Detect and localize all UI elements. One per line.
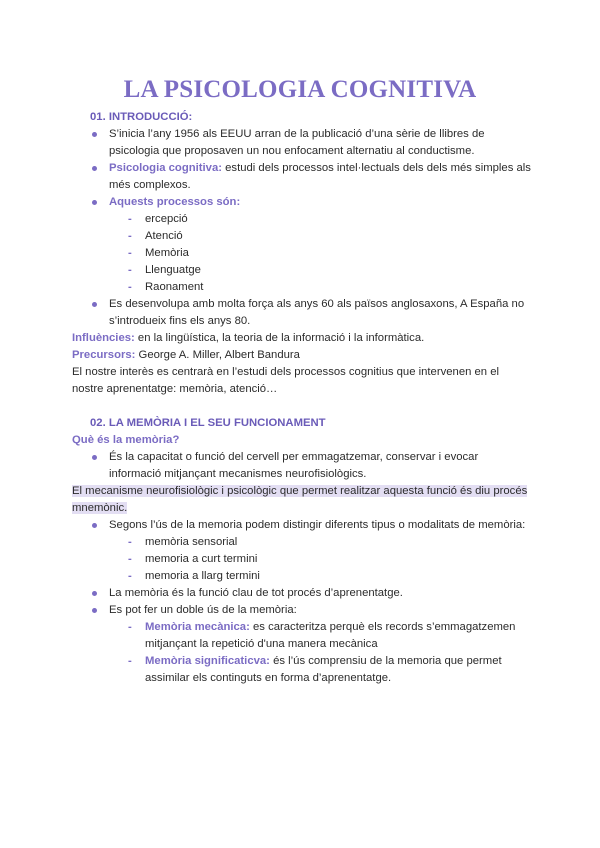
list-item: - Raonament [72, 279, 532, 296]
section-gap [72, 398, 532, 415]
subheading-que-es: Què és la memòria? [72, 434, 180, 446]
closing-paragraph: El nostre interès es centrarà en l’estudi dels processos cognitius que intervenen en el nostre aprenentatge: memòria, atenció… [72, 366, 500, 395]
section-heading-memoria: 02. LA MEMÒRIA I EL SEU FUNCIONAMENT [90, 417, 326, 429]
significativa-text: és l’ús comprensiu de la memoria que permet assimilar els continguts en forma d’aprenentatge. [145, 655, 502, 684]
bullet-double-use: Es pot fer un doble ús de la memòria: [72, 602, 532, 619]
precursors-text: George A. Miller, Albert Bandura [135, 349, 300, 361]
influences-line [72, 330, 532, 347]
list-item: - Llenguatge [72, 262, 532, 279]
document-body [72, 109, 532, 687]
significativa-label: Memòria significaticva: [145, 655, 270, 667]
list-item: - Memòria [72, 245, 532, 262]
processes-label: Aquests processos són: [109, 196, 241, 208]
list-item: - memòria sensorial [72, 534, 532, 551]
influences-text: en la lingüística, la teoria de la informació i la informàtica. [134, 332, 425, 344]
bullet-capacity: És la capacitat o funció del cervell per emmagatzemar, conservar i evocar informació mitjançant mecanismes neurofisiològics. [72, 449, 532, 483]
bullet-processes [72, 194, 532, 211]
bullet-types: Segons l’ús de la memoria podem distingir diferents tipus o modalitats de memòria: [72, 517, 532, 534]
influences-label: Influències: [72, 332, 135, 344]
term-label: Psicologia cognitiva: [109, 162, 222, 174]
list-item: - memoria a curt termini [72, 551, 532, 568]
bullet-development: Es desenvolupa amb molta força als anys 60 als països anglosaxons, A España no s’introdueix fins els anys 80. [72, 296, 532, 330]
highlight-text: El mecanisme neurofisiològic i psicològic que permet realitzar aquesta funció és diu procés mnemònic. [72, 485, 528, 514]
list-item: - memoria a llarg termini [72, 568, 532, 585]
mecanica-text: es caracteritza perquè els records s’emmagatzemen mitjançant la repetició d'una manera mecànica [145, 621, 516, 650]
bullet-origin: S’inicia l’any 1956 als EEUU arran de la publicació d’una sèrie de llibres de psicologia que proposaven un nou enfocament alternatiu al conductisme. [72, 126, 532, 160]
list-item-mecanica [72, 619, 532, 653]
list-item: - Atenció [72, 228, 532, 245]
mecanica-label: Memòria mecànica: [145, 621, 250, 633]
list-item: - ercepció [72, 211, 532, 228]
bullet-key-function: La memòria és la funció clau de tot procés d’aprenentatge. [72, 585, 532, 602]
list-item-significativa [72, 653, 532, 687]
section-heading-introduccio: 01. INTRODUCCIÓ: [90, 111, 193, 123]
precursors-line [72, 347, 532, 364]
precursors-label: Precursors: [72, 349, 136, 361]
page-title: LA PSICOLOGIA COGNITIVA [123, 76, 477, 103]
term-text: estudi dels processos intel·lectuals dels dels més simples als més complexos. [109, 162, 531, 191]
highlighted-paragraph [72, 483, 532, 517]
bullet-definition [72, 160, 532, 194]
